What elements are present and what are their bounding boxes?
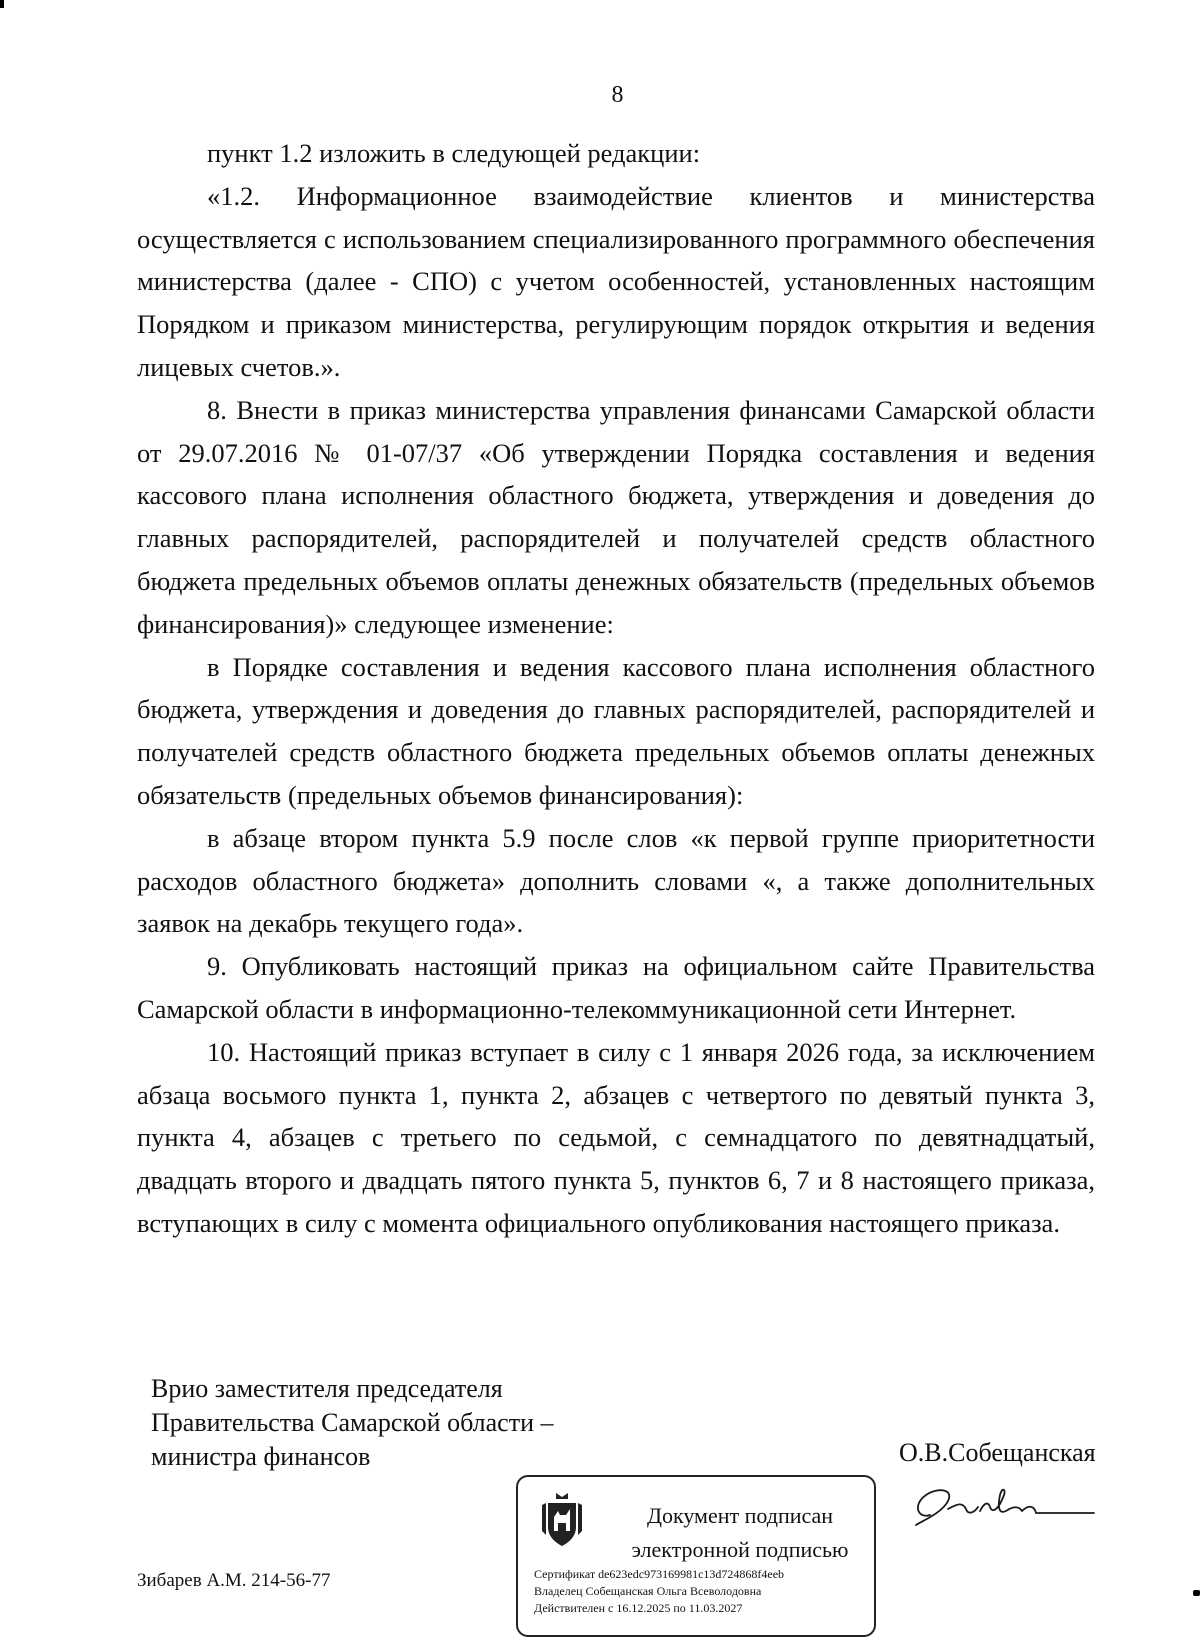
paragraph: пункт 1.2 изложить в следующей редакции:: [207, 138, 701, 168]
paragraph: в Порядке составления и ведения кассового плана исполнения областного бюджета, утверждения и доведения до главных распорядителей, распорядителей и получателей средств областного бюджета предельных объемов оплаты денежных обязательств (предельных объемов финансирования):: [137, 651, 1095, 810]
stamp-title-line: электронной подписью: [631, 1537, 849, 1562]
electronic-signature-stamp: [516, 1475, 876, 1637]
certificate-number: Сертификат de623edc973169981c13d724868f4eeb: [534, 1567, 785, 1581]
samara-coat-of-arms-icon: [540, 1491, 584, 1549]
paragraph: 8. Внести в приказ министерства управления финансами Самарской области от 29.07.2016 № 01-07/37 «Об утверждении Порядка составления и ведения кассового плана исполнения областного бюджета, утверждения и доведения до главных распорядителей, распорядителей и получателей средств областного бюджета предельных объемов оплаты денежных обязательств (предельных объемов финансирования)» следующее изменение:: [137, 394, 1095, 639]
page-number: 8: [611, 82, 624, 108]
stamp-title: [630, 1499, 850, 1567]
scan-edge-mark: [1193, 1590, 1200, 1596]
signatory-position: [151, 1372, 554, 1474]
stamp-details: [534, 1566, 784, 1617]
certificate-validity: Действителен с 16.12.2025 по 11.03.2027: [534, 1601, 743, 1615]
paragraph: «1.2. Информационное взаимодействие клиентов и министерства осуществляется с использованием специализированного программного обеспечения министерства (далее - СПО) с учетом особенностей, установленных настоящим Порядком и приказом министерства, регулирующим порядок открытия и ведения лицевых счетов.».: [137, 180, 1095, 382]
document-body: [137, 132, 1095, 1245]
signatory-position-line: Правительства Самарской области –: [151, 1408, 554, 1437]
paragraph: в абзаце втором пункта 5.9 после слов «к первой группе приоритетности расходов областного бюджета» дополнить словами «, а также дополнительных заявок на декабрь текущего года».: [137, 822, 1095, 939]
signatory-name: О.В.Собещанская: [899, 1438, 1096, 1467]
handwritten-signature: [908, 1475, 1098, 1535]
signatory-position-line: Врио заместителя председателя: [151, 1374, 503, 1403]
signatory-position-line: министра финансов: [151, 1442, 371, 1471]
executor-contact: Зибарев А.М. 214-56-77: [137, 1570, 331, 1591]
paragraph: 10. Настоящий приказ вступает в силу с 1 января 2026 года, за исключением абзаца восьмого пункта 1, пункта 2, абзацев с четвертого по девятый пункта 3, пункта 4, абзацев с третьего по седьмой, с семнадцатого по девятнадцатый, двадцать второго и двадцать пятого пункта 5, пунктов 6, 7 и 8 настоящего приказа, вступающих в силу с момента официального опубликования настоящего приказа.: [137, 1036, 1095, 1238]
certificate-owner: Владелец Собещанская Ольга Всеволодовна: [534, 1584, 762, 1598]
stamp-title-line: Документ подписан: [646, 1503, 834, 1528]
paragraph: 9. Опубликовать настоящий приказ на официальном сайте Правительства Самарской области в информационно-телекоммуникационной сети Интернет.: [137, 951, 1095, 1024]
scan-edge-mark: [0, 0, 4, 8]
